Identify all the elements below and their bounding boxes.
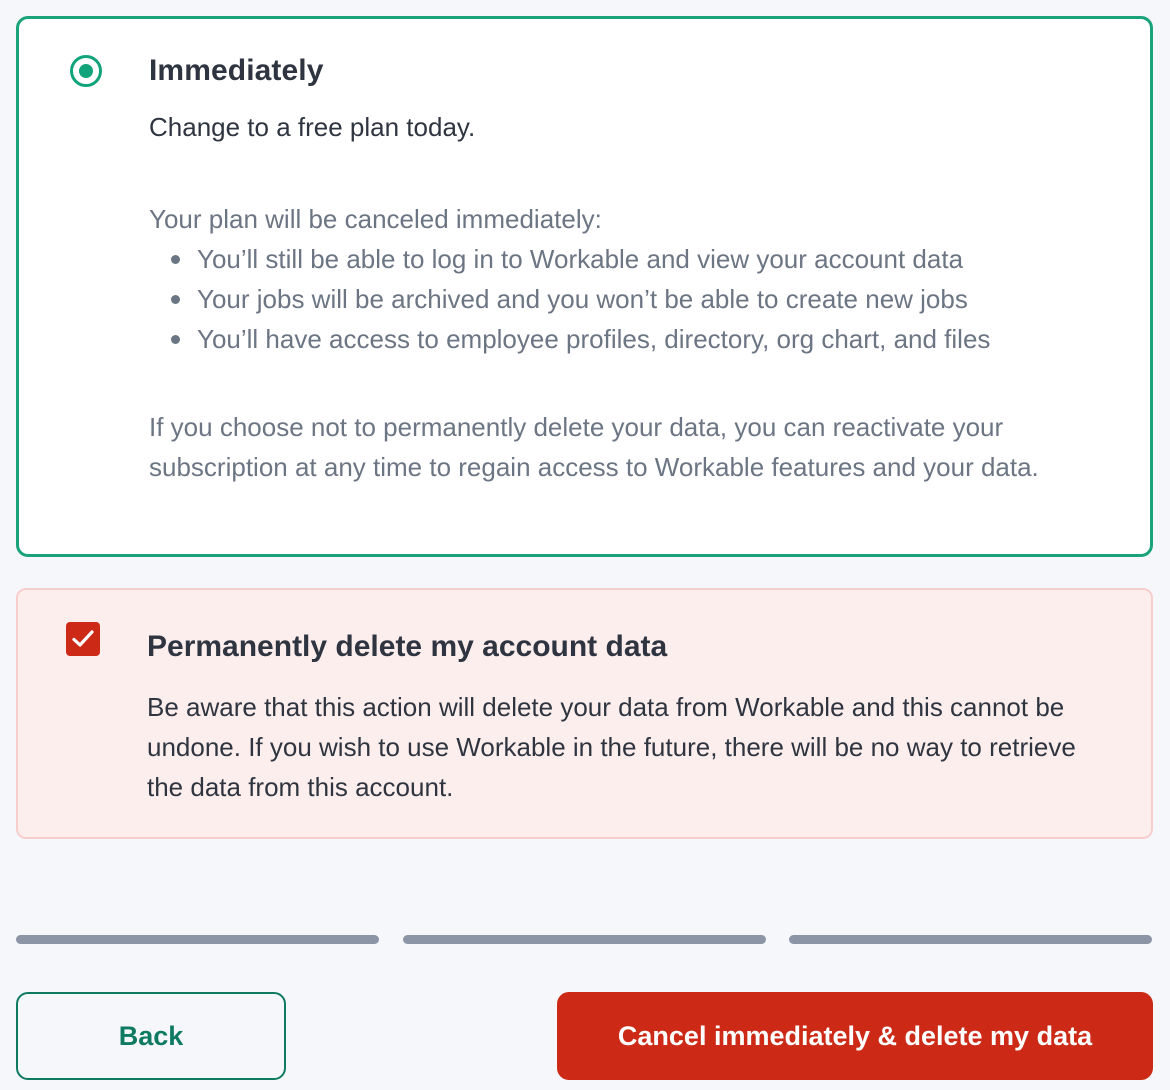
details-bullet-item: You’ll still be able to log in to Workable and view your account data [169, 239, 1109, 279]
delete-data-card[interactable] [16, 588, 1153, 839]
delete-data-title: Permanently delete my account data [147, 630, 668, 663]
option-title: Immediately [149, 54, 324, 87]
option-subtitle: Change to a free plan today. [149, 112, 476, 142]
progress-step-2 [403, 935, 766, 944]
delete-data-description: Be aware that this action will delete your data from Workable and this cannot be undone. If you wish to use Workable in the future, there will be no way to retrieve the data from this account. [147, 692, 1076, 802]
details-bullet-item: You’ll have access to employee profiles, directory, org chart, and files [169, 319, 1109, 359]
progress-steps [16, 935, 1153, 944]
option-details [149, 199, 1109, 359]
cancel-and-delete-button[interactable]: Cancel immediately & delete my data [557, 992, 1153, 1080]
cancel-immediately-option-card[interactable] [16, 16, 1153, 557]
progress-step-3 [789, 935, 1152, 944]
checkmark-icon [72, 629, 94, 649]
progress-step-1 [16, 935, 379, 944]
details-intro: Your plan will be canceled immediately: [149, 204, 602, 234]
back-button[interactable]: Back [16, 992, 286, 1080]
immediately-radio-button[interactable] [70, 55, 102, 87]
details-bullet-list [169, 239, 1109, 359]
reactivation-note: If you choose not to permanently delete your data, you can reactivate your subscription at any time to regain access to Workable features and your data. [149, 412, 1039, 482]
delete-data-checkbox[interactable] [66, 622, 100, 656]
details-bullet-item: Your jobs will be archived and you won’t be able to create new jobs [169, 279, 1109, 319]
radio-selected-dot [79, 64, 93, 78]
